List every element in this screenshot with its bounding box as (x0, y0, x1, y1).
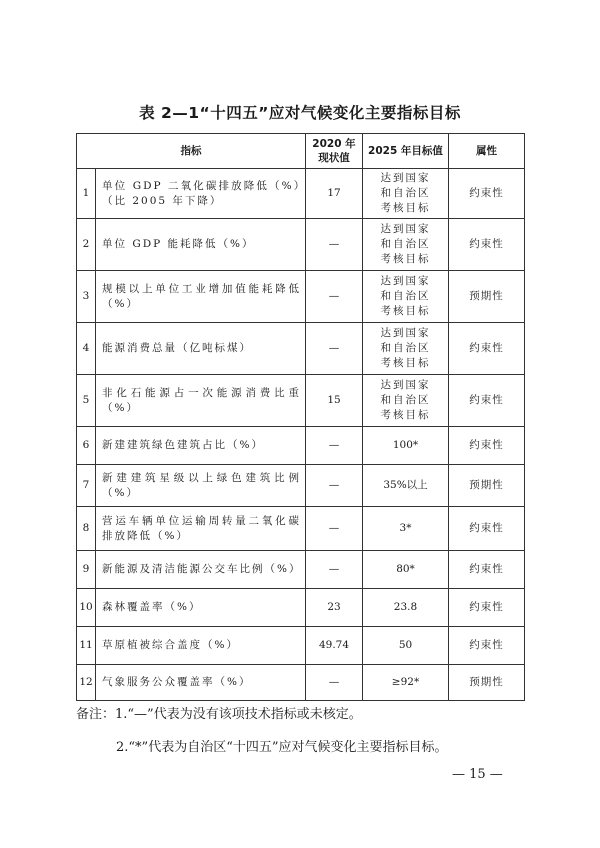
attribute-cell: 预期性 (449, 271, 525, 323)
indicator-cell: 新能源及清洁能源公交车比例（%） (96, 551, 306, 589)
target-2025-cell: ≥92* (363, 665, 449, 701)
row-number: 8 (77, 507, 96, 551)
header-2020: 2020 年现状值 (306, 134, 363, 169)
value-2020-cell: — (306, 465, 363, 507)
table-title: 表 2—1“十四五”应对气候变化主要指标目标 (139, 104, 461, 122)
table-row (77, 323, 525, 375)
target-2025-cell: 50 (363, 627, 449, 665)
target-2025-cell: 达到国家和自治区考核目标 (363, 323, 449, 375)
indicator-cell: 营运车辆单位运输周转量二氧化碳排放降低（%） (96, 507, 306, 551)
target-2025-cell: 达到国家和自治区考核目标 (363, 375, 449, 427)
row-number: 12 (77, 665, 96, 701)
target-2025-cell: 达到国家和自治区考核目标 (363, 271, 449, 323)
target-2025-cell: 达到国家和自治区考核目标 (363, 169, 449, 219)
indicator-cell: 新建建筑绿色建筑占比（%） (96, 427, 306, 465)
target-2025-cell: 3* (363, 507, 449, 551)
row-number: 4 (77, 323, 96, 375)
target-2025-cell: 100* (363, 427, 449, 465)
table-row (77, 589, 525, 627)
indicator-cell: 森林覆盖率（%） (96, 589, 306, 627)
attribute-cell: 约束性 (449, 375, 525, 427)
value-2020-cell: 15 (306, 375, 363, 427)
table-header-row (77, 134, 525, 169)
attribute-cell: 预期性 (449, 465, 525, 507)
note-1: 备注：1.“—”代表为没有该项技术指标或未核定。 (76, 707, 362, 722)
table-row (77, 219, 525, 271)
attribute-cell: 约束性 (449, 589, 525, 627)
indicator-cell: 能源消费总量（亿吨标煤） (96, 323, 306, 375)
attribute-cell: 约束性 (449, 219, 525, 271)
value-2020-cell: — (306, 271, 363, 323)
table-row (77, 271, 525, 323)
page-number: — 15 — (452, 767, 503, 782)
table-row (77, 507, 525, 551)
table-row (77, 169, 525, 219)
target-2025-cell: 80* (363, 551, 449, 589)
attribute-cell: 约束性 (449, 323, 525, 375)
indicator-cell: 非化石能源占一次能源消费比重（%） (96, 375, 306, 427)
target-2025-cell: 达到国家和自治区考核目标 (363, 219, 449, 271)
indicator-cell: 新建建筑星级以上绿色建筑比例（%） (96, 465, 306, 507)
row-number: 10 (77, 589, 96, 627)
value-2020-cell: 17 (306, 169, 363, 219)
attribute-cell: 约束性 (449, 169, 525, 219)
indicator-cell: 单位 GDP 二氧化碳排放降低（%）（比 2005 年下降） (96, 169, 306, 219)
attribute-cell: 约束性 (449, 507, 525, 551)
table-row (77, 427, 525, 465)
value-2020-cell: 49.74 (306, 627, 363, 665)
table-row (77, 375, 525, 427)
header-indicator: 指标 (77, 134, 306, 169)
row-number: 6 (77, 427, 96, 465)
value-2020-cell: — (306, 507, 363, 551)
table-row (77, 627, 525, 665)
row-number: 5 (77, 375, 96, 427)
target-2025-cell: 23.8 (363, 589, 449, 627)
target-2025-cell: 35%以上 (363, 465, 449, 507)
row-number: 7 (77, 465, 96, 507)
indicator-cell: 规模以上单位工业增加值能耗降低（%） (96, 271, 306, 323)
row-number: 11 (77, 627, 96, 665)
indicator-cell: 单位 GDP 能耗降低（%） (96, 219, 306, 271)
indicator-table (76, 133, 525, 701)
attribute-cell: 约束性 (449, 427, 525, 465)
indicator-cell: 气象服务公众覆盖率（%） (96, 665, 306, 701)
row-number: 3 (77, 271, 96, 323)
row-number: 9 (77, 551, 96, 589)
table-row (77, 551, 525, 589)
header-attribute: 属性 (449, 134, 525, 169)
attribute-cell: 约束性 (449, 551, 525, 589)
attribute-cell: 预期性 (449, 665, 525, 701)
row-number: 1 (77, 169, 96, 219)
value-2020-cell: — (306, 551, 363, 589)
row-number: 2 (77, 219, 96, 271)
note-2: 2.“*”代表为自治区“十四五”应对气候变化主要指标目标。 (116, 740, 448, 755)
value-2020-cell: — (306, 427, 363, 465)
value-2020-cell: — (306, 665, 363, 701)
value-2020-cell: — (306, 219, 363, 271)
attribute-cell: 约束性 (449, 627, 525, 665)
header-2025: 2025 年目标值 (363, 134, 449, 169)
table-row (77, 465, 525, 507)
table-row (77, 665, 525, 701)
value-2020-cell: — (306, 323, 363, 375)
indicator-cell: 草原植被综合盖度（%） (96, 627, 306, 665)
value-2020-cell: 23 (306, 589, 363, 627)
